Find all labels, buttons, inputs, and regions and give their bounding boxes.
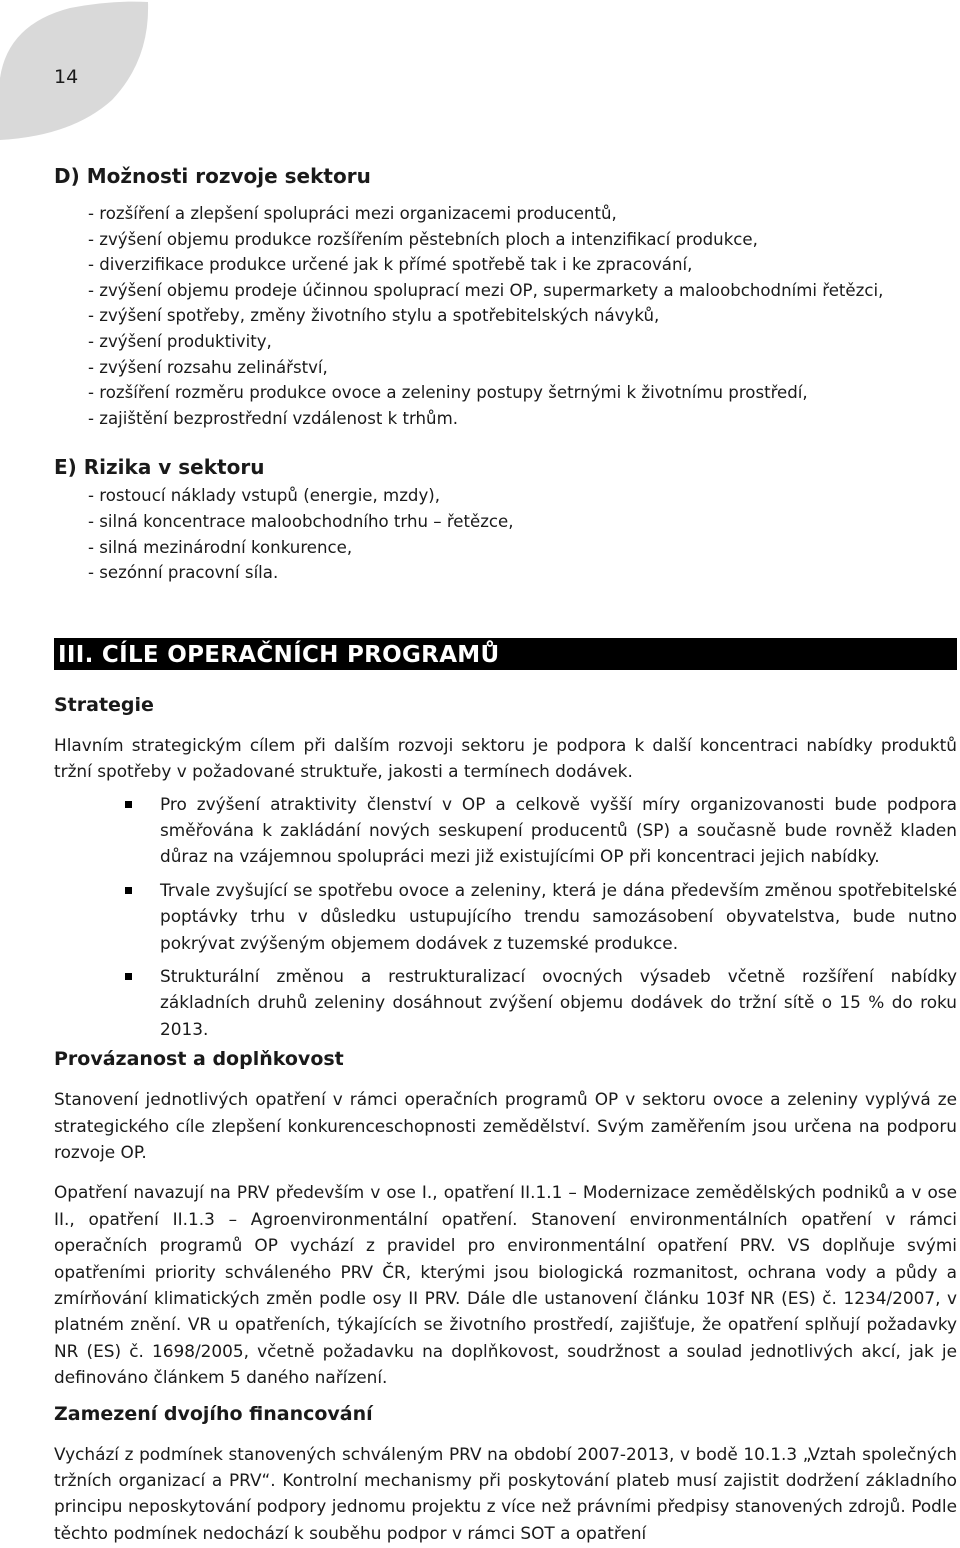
strategie-bullets [54,791,957,1043]
bullet-text: Strukturální změnou a restrukturalizací ovocných výsadeb včetně rozšíření nabídky základních druhů zeleniny dosáhnout zvýšení objemu dodávek do tržní sítě o 15 % do roku 2013. [160,965,957,1039]
provazanost-para-2: Opatření navazují na PRV především v ose I., opatření II.1.1 – Modernizace zemědělských podniků a v ose II., opatření II.1.3 – Agroenvironmentální opatření. Stanovení environmentálních opatření v rámci operačních programů OP vychází z pravidel pro environmentální opatření PRV. VS doplňuje svými opatřeními priority schváleného PRV ČR, kterými jsou biologická rozmanitost, ochrana vody a půdy a zmírňování klimatických změn podle osy II PRV. Dále dle ustanovení článku 103f NR (ES) č. 1234/2007, v platném znění. VR u opatřeních, týkajících se životního prostředí, zajišťuje, že opatření splňují požadavky NR (ES) č. 1698/2005, včetně požadavku na doplňkovost, soudržnost a soulad jednotlivých akcí, jak je definováno článkem 5 daného nařízení. [54,1182,957,1388]
square-bullet-icon [125,887,132,894]
square-bullet-icon [125,973,132,980]
list-item: - zvýšení objemu prodeje účinnou spoluprací mezi OP, supermarkety a maloobchodními řetězci, [88,280,884,300]
strategie-intro: Hlavním strategickým cílem při dalším rozvoji sektoru je podpora k další koncentraci nabídky produktů tržní spotřeby v požadované struktuře, jakosti a termínech dodávek. [54,734,957,782]
list-item: - zvýšení objemu produkce rozšířením pěstebních ploch a intenzifikací produkce, [88,229,758,249]
page-content [54,160,957,1546]
list-item: - zvýšení produktivity, [88,331,272,351]
square-bullet-icon [125,801,132,808]
list-item: - silná mezinárodní konkurence, [88,537,353,557]
strategie-heading: Strategie [54,693,154,716]
section-e-title: E) Rizika v sektoru [54,455,265,480]
section-d-list [88,201,957,431]
chapter-title: III. CÍLE OPERAČNÍCH PROGRAMŮ [54,638,957,670]
list-item: - sezónní pracovní síla. [88,563,279,583]
list-item [54,963,957,1042]
zamezeni-para: Vychází z podmínek stanovených schváleným PRV na období 2007-2013, v bodě 10.1.3 „Vztah společných tržních organizací a PRV“. Kontrolní mechanismy při poskytování plateb musí zajistit dodržení základního principu neposkytování podpory jednomu projektu z více než právními předpisy stanovených zdrojů. Podle těchto podmínek nedochází k souběhu podpor v rámci SOT a opatření [54,1443,957,1543]
list-item: - diverzifikace produkce určené jak k přímé spotřebě tak i ke zpracování, [88,255,693,275]
provazanost-para-1: Stanovení jednotlivých opatření v rámci operačních programů OP v sektoru ovoce a zeleniny vyplývá ze strategického cíle zlepšení konkurenceschopnosti zemědělství. Svým zaměřením jsou určena na podporu rozvoje OP. [54,1089,957,1162]
bullet-text: Pro zvýšení atraktivity členství v OP a celkově vyšší míry organizovanosti bude podpora směřována k zakládání nových seskupení producentů (SP) a současně bude rovněž kladen důraz na vzájemnou spolupráci mezi již existujícími OP při koncentraci jejich nabídky. [160,793,957,867]
list-item: - zajištění bezprostřední vzdálenost k trhům. [88,408,459,428]
list-item: - rostoucí náklady vstupů (energie, mzdy), [88,486,441,506]
list-item: - zvýšení rozsahu zelinářství, [88,357,328,377]
bullet-text: Trvale zvyšující se spotřebu ovoce a zeleniny, která je dána především změnou spotřebitelské poptávky trhu v důsledku ustupujícího trendu samozásobení obyvatelstva, bude nutno pokrývat zvýšeným objemem dodávek z tuzemské produkce. [160,879,957,953]
provazanost-heading: Provázanost a doplňkovost [54,1048,344,1071]
zamezeni-heading: Zamezení dvojího financování [54,1402,373,1425]
list-item: - rozšíření rozměru produkce ovoce a zeleniny postupy šetrnými k životnímu prostředí, [88,383,808,403]
list-item [54,877,957,956]
list-item: - rozšíření a zlepšení spolupráci mezi organizacemi producentů, [88,204,617,223]
page-number: 14 [54,66,79,88]
list-item [54,791,957,870]
list-item: - silná koncentrace maloobchodního trhu – řetězce, [88,511,514,531]
section-e-list [88,483,957,585]
list-item: - zvýšení spotřeby, změny životního stylu a spotřebitelských návyků, [88,306,660,326]
section-d-title: D) Možnosti rozvoje sektoru [54,164,371,188]
